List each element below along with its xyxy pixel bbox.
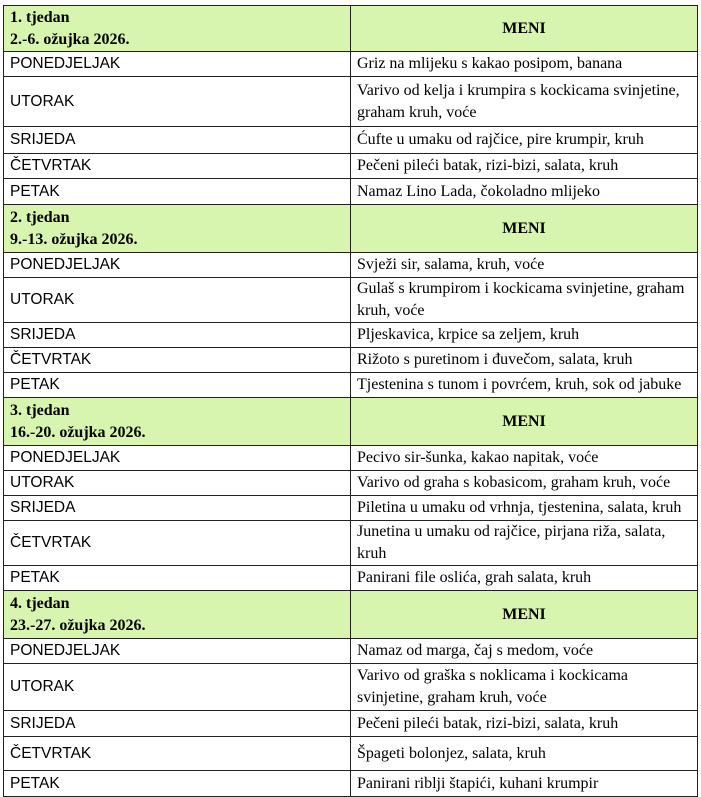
- meal-description: Piletina u umaku od vrhnja, tjestenina, salata, kruh: [351, 496, 698, 521]
- meal-description: Panirani riblji štapići, kuhani krumpir: [351, 771, 698, 797]
- day-name: ČETVRTAK: [4, 154, 351, 179]
- menu-heading: MENI: [351, 6, 698, 52]
- day-name: PETAK: [4, 373, 351, 398]
- day-name: SRIJEDA: [4, 323, 351, 348]
- day-row: [4, 348, 698, 373]
- day-name: UTORAK: [4, 664, 351, 711]
- day-row: [4, 179, 698, 205]
- day-name: PETAK: [4, 771, 351, 797]
- meal-description: Griz na mlijeku s kakao posipom, banana: [351, 52, 698, 77]
- meal-description: Namaz od marga, čaj s medom, voće: [351, 639, 698, 664]
- day-row: [4, 471, 698, 496]
- day-name: UTORAK: [4, 77, 351, 127]
- day-row: [4, 154, 698, 179]
- day-name: UTORAK: [4, 278, 351, 323]
- menu-heading: MENI: [351, 591, 698, 639]
- day-name: PONEDJELJAK: [4, 446, 351, 471]
- day-name: SRIJEDA: [4, 127, 351, 154]
- meal-description: Ćufte u umaku od rajčice, pire krumpir, kruh: [351, 127, 698, 154]
- week-dates: 9.-13. ožujka 2026.: [10, 230, 138, 248]
- day-name: PONEDJELJAK: [4, 639, 351, 664]
- week-cell: [4, 6, 351, 52]
- day-row: [4, 253, 698, 278]
- week-header-row: [4, 6, 698, 52]
- day-name: PONEDJELJAK: [4, 253, 351, 278]
- meal-description: Varivo od kelja i krumpira s kockicama svinjetine, graham kruh, voće: [351, 77, 698, 127]
- day-row: [4, 711, 698, 737]
- day-row: [4, 566, 698, 591]
- day-name: PONEDJELJAK: [4, 52, 351, 77]
- day-row: [4, 446, 698, 471]
- meal-description: Rižoto s puretinom i đuvečom, salata, kruh: [351, 348, 698, 373]
- meal-description: Špageti bolonjez, salata, kruh: [351, 737, 698, 771]
- day-row: [4, 278, 698, 323]
- menu-heading: MENI: [351, 398, 698, 446]
- day-row: [4, 737, 698, 771]
- week-label: 4. tjedan: [10, 594, 70, 612]
- meal-description: Svježi sir, salama, kruh, voće: [351, 253, 698, 278]
- meal-description: Panirani file oslića, grah salata, kruh: [351, 566, 698, 591]
- day-row: [4, 373, 698, 398]
- day-name: PETAK: [4, 566, 351, 591]
- meal-description: Varivo od graha s kobasicom, graham kruh, voće: [351, 471, 698, 496]
- day-row: [4, 127, 698, 154]
- meal-description: Namaz Lino Lada, čokoladno mlijeko: [351, 179, 698, 205]
- meal-description: Pljeskavica, krpice sa zeljem, kruh: [351, 323, 698, 348]
- day-name: ČETVRTAK: [4, 348, 351, 373]
- week-cell: [4, 398, 351, 446]
- day-row: [4, 323, 698, 348]
- day-row: [4, 496, 698, 521]
- day-row: [4, 52, 698, 77]
- meal-description: Junetina u umaku od rajčice, pirjana riža, salata, kruh: [351, 521, 698, 566]
- day-name: UTORAK: [4, 471, 351, 496]
- meal-description: Gulaš s krumpirom i kockicama svinjetine, graham kruh, voće: [351, 278, 698, 323]
- day-name: SRIJEDA: [4, 496, 351, 521]
- day-name: SRIJEDA: [4, 711, 351, 737]
- week-cell: [4, 205, 351, 253]
- week-label: 1. tjedan: [10, 8, 70, 26]
- menu-heading: MENI: [351, 205, 698, 253]
- day-row: [4, 639, 698, 664]
- week-label: 3. tjedan: [10, 401, 70, 419]
- week-label: 2. tjedan: [10, 208, 70, 226]
- day-name: ČETVRTAK: [4, 521, 351, 566]
- day-name: ČETVRTAK: [4, 737, 351, 771]
- day-row: [4, 77, 698, 127]
- week-header-row: [4, 205, 698, 253]
- week-dates: 23.-27. ožujka 2026.: [10, 616, 146, 634]
- meal-description: Varivo od graška s noklicama i kockicama svinjetine, graham kruh, voće: [351, 664, 698, 711]
- day-name: PETAK: [4, 179, 351, 205]
- week-header-row: [4, 591, 698, 639]
- day-row: [4, 664, 698, 711]
- meal-description: Pečeni pileći batak, rizi-bizi, salata, kruh: [351, 154, 698, 179]
- weekly-menu-table: [3, 5, 698, 797]
- week-dates: 2.-6. ožujka 2026.: [10, 30, 130, 48]
- week-dates: 16.-20. ožujka 2026.: [10, 423, 146, 441]
- meal-description: Pečeni pileći batak, rizi-bizi, salata, kruh: [351, 711, 698, 737]
- menu-table-body: [4, 6, 698, 797]
- meal-description: Pecivo sir-šunka, kakao napitak, voće: [351, 446, 698, 471]
- day-row: [4, 771, 698, 797]
- week-header-row: [4, 398, 698, 446]
- week-cell: [4, 591, 351, 639]
- day-row: [4, 521, 698, 566]
- meal-description: Tjestenina s tunom i povrćem, kruh, sok od jabuke: [351, 373, 698, 398]
